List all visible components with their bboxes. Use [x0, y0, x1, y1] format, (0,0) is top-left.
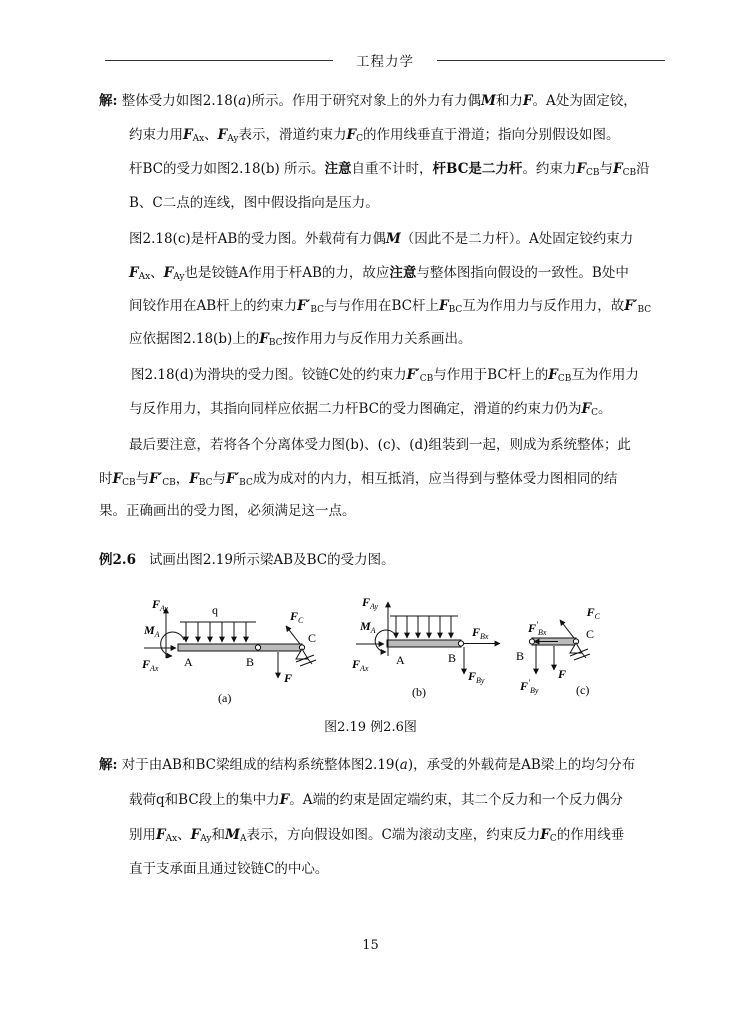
beam-ab-b: [387, 640, 461, 647]
solution1-line9: 图2.18(d)为滑块的受力图。铰链C处的约束力$F'_{CB}$与作用于BC杆上的$F_{CB}$互为作用力: [131, 367, 639, 384]
figure-caption: 图2.19 例2.6图: [324, 720, 417, 735]
solution1-line8: 应依据图2.18(b)上的$F_{BC}$按作用力与反作用力关系画出。: [129, 331, 472, 348]
example-heading: [99, 551, 395, 569]
caption-b: (b): [412, 685, 426, 699]
roller-support-c: [570, 643, 590, 660]
label-a-a: A: [184, 655, 193, 669]
label-fc-a: $F_C$: [290, 609, 304, 625]
solution1-line13: 果。正确画出的受力图，必须满足这一点。: [99, 503, 356, 519]
solution2-line2: 载荷q和BC段上的集中力F。A端的约束是固定端约束，其二个反力和一个反力偶分: [129, 792, 623, 808]
beam-bc-a: [258, 644, 302, 651]
label-fay-b: $F_{Ay}$: [362, 595, 379, 611]
label-ma-a: $M_A$: [144, 623, 160, 639]
label-f-a: F: [284, 671, 293, 685]
example-text: 试画出图2.19所示梁AB及BC的受力图。: [148, 552, 395, 568]
label-q-a: q: [212, 603, 218, 617]
label-a-b: A: [396, 653, 405, 667]
diagram-b: [351, 595, 500, 699]
label-b-b: B: [448, 651, 457, 665]
caption-c: (c): [576, 683, 590, 697]
figure-svg: [140, 592, 610, 720]
label-f-c: F: [558, 667, 567, 681]
solution1-line10: 与反作用力，其指向同样应依据二力杆BC的受力图确定，滑道的约束力仍为$F_C$。: [129, 401, 612, 418]
force-fc-arrow-c: [560, 620, 574, 638]
label-fc-c: $F_C$: [586, 605, 600, 621]
figure-2-19: [140, 592, 610, 720]
page-number: 15: [362, 938, 379, 953]
label-fay-a: $F_{Ay}$: [152, 597, 169, 613]
label-fby-b: $F_{By}$: [468, 669, 485, 685]
solution-label: 解:: [99, 93, 118, 109]
label-fbx-prime-c: $F'_{Bx}$: [528, 620, 547, 637]
solution1-line7: 间铰作用在AB杆上的约束力$F'_{BC}$与与作用在BC杆上$F_{BC}$互为作用力与反作用力，故$F'_{BC}$: [129, 298, 652, 315]
solution1-line5: 图2.18(c)是杆AB的受力图。外载荷有力偶M（因此不是二力杆）。A处固定铰约束力: [129, 231, 634, 247]
solution1-line6: $F_{Ax}$、$F_{Ay}$也是铰链A作用于杆AB的力，故应注意与整体图指向假设的一致性。B处中: [129, 265, 629, 282]
label-fax-a: $F_{Ax}$: [142, 657, 159, 673]
solution1-line12: 时$F_{CB}$与$F'_{CB}$，$F_{BC}$与$F'_{BC}$成为成对的内力，相互抵消，应当得到与整体受力图相同的结: [99, 471, 618, 488]
hinge-b-b: [458, 641, 463, 646]
solution1-line4: B、C二点的连线，图中假设指向是压力。: [129, 195, 379, 211]
solution2-line1: 解: 对于由AB和BC梁组成的结构系统整体图2.19(a)，承受的外载荷是AB梁上的均匀分布: [99, 757, 636, 773]
hinge-b-a: [255, 645, 260, 650]
diagram-a: [141, 597, 316, 705]
hinge-b-c: [529, 639, 534, 644]
header-title: 工程力学: [356, 54, 414, 70]
label-fbx-b: $F_{Bx}$: [472, 625, 489, 641]
diagram-c: [516, 605, 601, 697]
page-header: [105, 50, 665, 70]
example-label: 例2.6: [99, 552, 136, 568]
distributed-load-q-b: [390, 616, 458, 638]
solution1-line3: 杆BC的受力如图2.18(b) 所示。注意自重不计时，杆BC是二力杆。约束力$F_{CB}$与$F_{CB}$沿: [129, 161, 650, 178]
header-rule-right: [437, 60, 665, 61]
label-b-c: B: [516, 649, 525, 663]
label-c-c: C: [586, 627, 595, 641]
label-b-a: B: [246, 655, 255, 669]
solution1-line11: 最后要注意，若将各个分离体受力图(b)、(c)、(d)组装到一起，则成为系统整体；此: [129, 437, 631, 453]
solution1-line2: 约束力用$F_{Ax}$、$F_{Ay}$表示，滑道约束力$F_C$的作用线垂直于滑道；指向分别假设如图。: [129, 127, 620, 144]
force-fc-arrow-a: [286, 626, 300, 644]
label-fby-prime-c: $F'_{By}$: [520, 678, 539, 695]
label-ma-b: $M_A$: [360, 619, 376, 635]
caption-a: (a): [218, 691, 232, 705]
beam-ab-a: [178, 644, 258, 651]
label-fax-b: $F_{Ax}$: [352, 657, 369, 673]
distributed-load-q-a: [180, 622, 256, 642]
solution1-line1: 解: 整体受力如图2.18(a)所示。作用于研究对象上的外力有力偶M和力F。A处为固定铰，: [99, 93, 637, 109]
solution2-line3: 别用$F_{Ax}$、$F_{Ay}$和$M_A$表示，方向假设如图。C端为滚动支座，约束反力$F_C$的作用线垂: [129, 827, 625, 844]
label-c-a: C: [308, 631, 317, 645]
solution2-line4: 直于支承面且通过铰链C的中心。: [129, 861, 329, 877]
roller-support-a: [296, 649, 316, 666]
solution-label-2: 解:: [99, 757, 118, 773]
